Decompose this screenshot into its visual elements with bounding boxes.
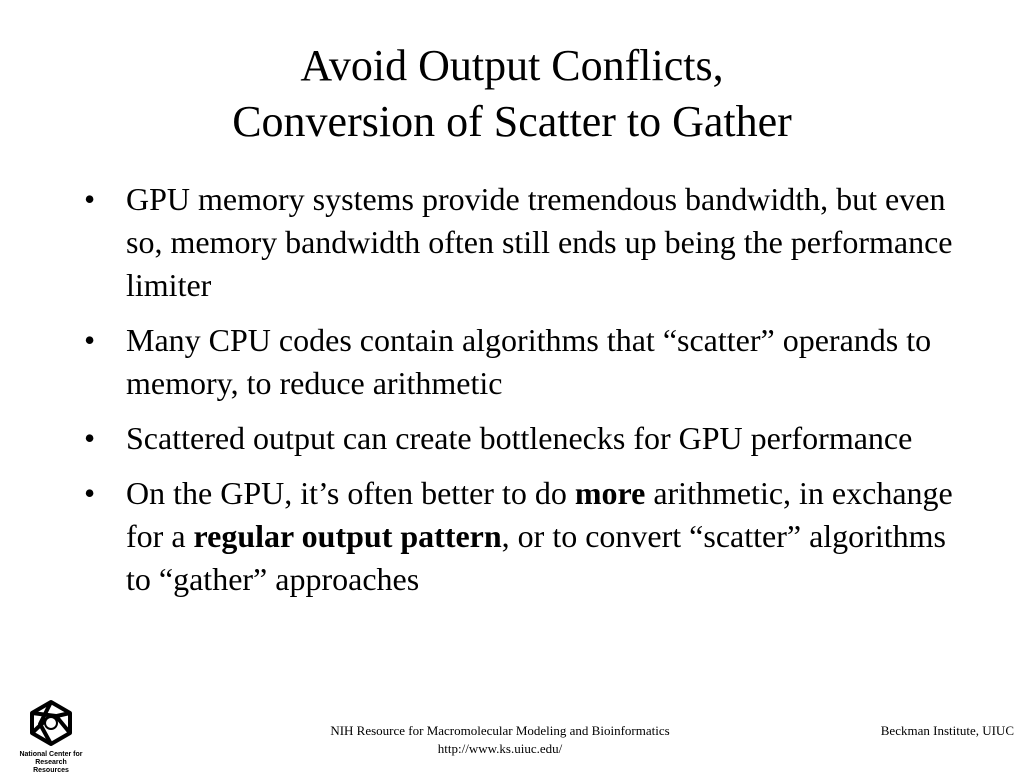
bullet-text-run: GPU memory systems provide tremendous bandwidth, but even so, memory bandwidth often still ends up being the performance limiter	[126, 181, 953, 303]
bullet-text-run: Many CPU codes contain algorithms that “scatter” operands to memory, to reduce arithmetic	[126, 322, 932, 401]
bullet-text-run: On the GPU, it’s often better to do	[126, 475, 575, 511]
bullet-item	[84, 472, 954, 601]
bullet-dot: •	[84, 322, 96, 358]
logo-caption-line-2: Research Resources	[33, 759, 69, 774]
bullet-text	[126, 181, 952, 303]
footer-resource-name: NIH Resource for Macromolecular Modeling and Bioinformatics	[330, 723, 670, 738]
bullet-item	[84, 319, 954, 405]
bullet-dot: •	[84, 475, 96, 511]
bullet-text-run: arithmetic, in exchange for a	[126, 475, 953, 554]
bullet-list	[84, 178, 954, 613]
bullet-text-run: Scattered output can create bottlenecks for GPU performance	[126, 420, 913, 456]
bullet-text-bold: regular output pattern	[193, 518, 502, 554]
footer-institution: Beckman Institute, UIUC	[880, 723, 1014, 738]
slide-title	[0, 38, 1024, 150]
slide-title-line-2: Conversion of Scatter to Gather	[232, 97, 792, 146]
bullet-item	[84, 178, 954, 307]
logo-caption-line-1: National Center for	[19, 751, 83, 758]
bullet-item	[84, 417, 954, 460]
ncrr-logo-icon	[18, 698, 84, 774]
ncrr-logo-graphic	[18, 698, 84, 746]
bullet-text	[126, 420, 912, 456]
bullet-dot: •	[84, 420, 96, 456]
logo-caption	[18, 751, 84, 775]
footer-url: http://www.ks.uiuc.edu/	[437, 741, 563, 756]
footer-center	[240, 722, 760, 758]
bullet-text-bold: more	[574, 475, 646, 511]
bullet-text	[126, 322, 931, 401]
bullet-text	[126, 475, 953, 597]
slide-title-line-1: Avoid Output Conflicts,	[300, 41, 724, 90]
bullet-dot: •	[84, 181, 96, 217]
bullet-text-run: , or to convert “scatter” algorithms to “gather” approaches	[126, 518, 946, 597]
